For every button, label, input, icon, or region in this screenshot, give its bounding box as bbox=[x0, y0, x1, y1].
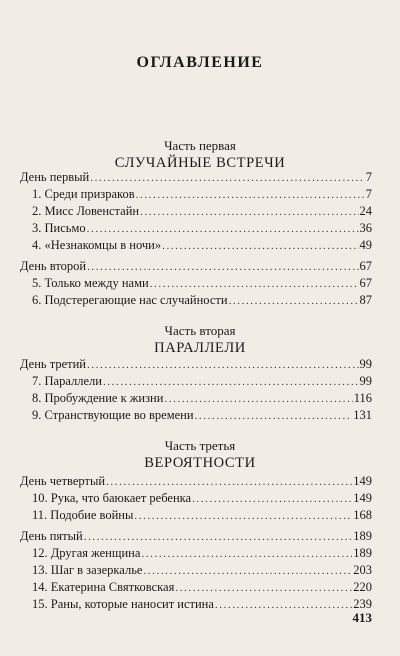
entry-title: День третий bbox=[20, 357, 86, 371]
part-name: ПАРАЛЛЕЛИ bbox=[154, 340, 246, 356]
toc-entry-chapter-1 bbox=[32, 187, 372, 202]
entry-page: 67 bbox=[359, 276, 372, 290]
entry-page: 7 bbox=[365, 187, 372, 201]
entry-title: 15. Раны, которые наносит истина bbox=[32, 597, 214, 611]
leader-dots bbox=[136, 189, 365, 201]
toc-entry-chapter-10 bbox=[32, 491, 372, 506]
entry-title: День четвертый bbox=[20, 474, 106, 488]
leader-dots bbox=[87, 359, 359, 371]
toc-entry-chapter-6 bbox=[32, 293, 372, 308]
leader-dots bbox=[150, 278, 359, 290]
entry-page: 189 bbox=[353, 546, 372, 560]
part-name: ВЕРОЯТНОСТИ bbox=[144, 455, 256, 471]
entry-title: 3. Письмо bbox=[32, 221, 86, 235]
part-label: Часть вторая bbox=[164, 323, 236, 338]
entry-page: 203 bbox=[353, 563, 372, 577]
toc-entry-chapter-8 bbox=[32, 391, 372, 406]
entry-page: 116 bbox=[353, 391, 372, 405]
entry-page: 49 bbox=[359, 238, 372, 252]
toc-entry-chapter-3 bbox=[32, 221, 372, 236]
entry-page: 24 bbox=[359, 204, 372, 218]
leader-dots bbox=[106, 476, 352, 488]
leader-dots bbox=[141, 548, 352, 560]
toc-entry-chapter-5 bbox=[32, 276, 372, 291]
leader-dots bbox=[87, 223, 359, 235]
leader-dots bbox=[164, 393, 352, 405]
leader-dots bbox=[84, 531, 353, 543]
entry-title: День второй bbox=[20, 259, 87, 273]
part-label: Часть первая bbox=[164, 138, 236, 153]
leader-dots bbox=[195, 410, 353, 422]
toc-entry-chapter-11 bbox=[32, 508, 372, 523]
entry-page: 87 bbox=[359, 293, 372, 307]
entry-title: 10. Рука, что баюкает ребенка bbox=[32, 491, 192, 505]
page-number: 413 bbox=[352, 610, 372, 625]
leader-dots bbox=[103, 376, 359, 388]
part-label: Часть третья bbox=[164, 438, 236, 453]
entry-page: 67 bbox=[359, 259, 372, 273]
toc-entry-day-5 bbox=[20, 529, 372, 544]
leader-dots bbox=[90, 172, 365, 184]
entry-title: 13. Шаг в зазеркалье bbox=[32, 563, 143, 577]
toc-entry-day-2 bbox=[20, 259, 372, 274]
leader-dots bbox=[229, 295, 359, 307]
entry-title: 5. Только между нами bbox=[32, 276, 149, 290]
entry-title: 6. Подстерегающие нас случайности bbox=[32, 293, 228, 307]
toc-entry-chapter-14 bbox=[32, 580, 372, 595]
entry-title: 1. Среди призраков bbox=[32, 187, 135, 201]
part-name: СЛУЧАЙНЫЕ ВСТРЕЧИ bbox=[114, 155, 286, 171]
entry-title: 7. Параллели bbox=[32, 374, 102, 388]
leader-dots bbox=[162, 240, 358, 252]
toc-entry-chapter-15 bbox=[32, 597, 372, 612]
toc-entry-chapter-2 bbox=[32, 204, 372, 219]
toc-entry-chapter-9 bbox=[32, 408, 372, 423]
entry-title: 8. Пробуждение к жизни bbox=[32, 391, 164, 405]
entry-page: 149 bbox=[353, 474, 372, 488]
leader-dots bbox=[175, 582, 352, 594]
leader-dots bbox=[192, 493, 352, 505]
entry-page: 99 bbox=[359, 357, 372, 371]
entry-page: 189 bbox=[353, 529, 372, 543]
page-title: ОГЛАВЛЕНИЕ bbox=[136, 54, 264, 71]
toc-entry-chapter-7 bbox=[32, 374, 372, 389]
leader-dots bbox=[134, 510, 352, 522]
entry-page: 168 bbox=[353, 508, 372, 522]
leader-dots bbox=[143, 565, 352, 577]
toc-entry-chapter-12 bbox=[32, 546, 372, 561]
toc-entry-day-4 bbox=[20, 474, 372, 489]
entry-page: 7 bbox=[365, 170, 372, 184]
leader-dots bbox=[215, 599, 352, 611]
leader-dots bbox=[140, 206, 358, 218]
entry-title: День пятый bbox=[20, 529, 83, 543]
leader-dots bbox=[87, 261, 358, 273]
toc-entry-day-3 bbox=[20, 357, 372, 372]
entry-title: День первый bbox=[20, 170, 90, 184]
entry-title: 2. Мисс Ловенстайн bbox=[32, 204, 140, 218]
entry-title: 4. «Незнакомцы в ночи» bbox=[32, 238, 162, 252]
entry-page: 239 bbox=[353, 597, 372, 611]
toc-entry-chapter-13 bbox=[32, 563, 372, 578]
part-2-heading bbox=[0, 323, 400, 357]
entry-title: 12. Другая женщина bbox=[32, 546, 141, 560]
entry-title: 11. Подобие войны bbox=[32, 508, 134, 522]
toc-entry-chapter-4 bbox=[32, 238, 372, 253]
entry-page: 36 bbox=[359, 221, 372, 235]
entry-page: 220 bbox=[353, 580, 372, 594]
entry-title: 14. Екатерина Святковская bbox=[32, 580, 175, 594]
part-1-heading bbox=[0, 138, 400, 172]
toc-entry-day-1 bbox=[20, 170, 372, 185]
entry-page: 99 bbox=[359, 374, 372, 388]
entry-title: 9. Странствующие во времени bbox=[32, 408, 194, 422]
entry-page: 149 bbox=[353, 491, 372, 505]
entry-page: 131 bbox=[353, 408, 372, 422]
part-3-heading bbox=[0, 438, 400, 472]
